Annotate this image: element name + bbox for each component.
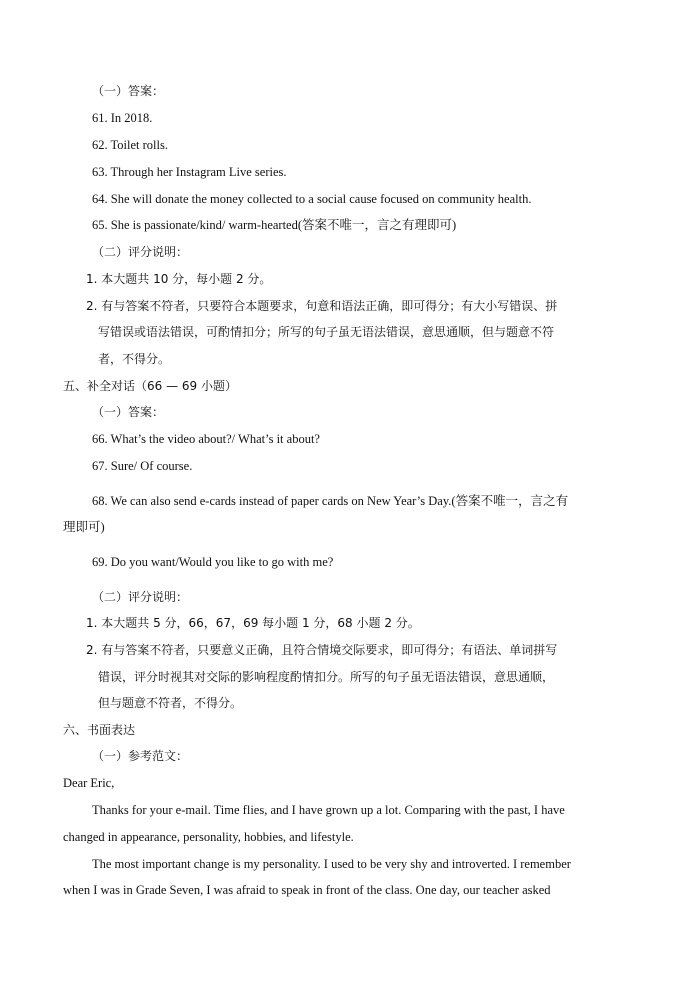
sec6-sample-heading: （一）参考范文： [92, 749, 189, 763]
sec4-scoring-2-line2: 写错误或语法错误，可酌情扣分；所写的句子虽无语法错误，意思通顺，但与题意不符 [98, 325, 555, 339]
answer-66: 66. What’s the video about?/ What’s it about? [92, 432, 320, 446]
answer-64: 64. She will donate the money collected to a social cause focused on community health. [92, 192, 532, 206]
letter-p2-line1: The most important change is my personality. I used to be very shy and introverted. I remember [92, 857, 571, 871]
sec4-answers-heading: （一）答案： [92, 84, 165, 98]
answer-69: 69. Do you want/Would you like to go with me? [92, 555, 334, 569]
answer-65: 65. She is passionate/kind/ warm-hearted(答案不唯一，言之有理即可) [92, 218, 457, 232]
answer-61: 61. In 2018. [92, 111, 153, 125]
sec4-scoring-1: 1. 本大题共 10 分，每小题 2 分。 [86, 272, 272, 286]
letter-p1-line2: changed in appearance, personality, hobbies, and lifestyle. [63, 830, 354, 844]
sec6-title: 六、书面表达 [63, 723, 136, 737]
sec4-scoring-2-line1: 2. 有与答案不符者，只要符合本题要求，句意和语法正确，即可得分；有大小写错误、拼 [86, 299, 558, 313]
sec4-scoring-2-line3: 者，不得分。 [98, 352, 171, 366]
answer-68-line2: 理即可) [63, 520, 105, 534]
sec5-title: 五、补全对话（66 — 69 小题） [63, 379, 237, 393]
answer-62: 62. Toilet rolls. [92, 138, 168, 152]
sec5-scoring-2-line1: 2. 有与答案不符者，只要意义正确，且符合情境交际要求，即可得分；有语法、单词拼写 [86, 643, 558, 657]
sec5-answers-heading: （一）答案： [92, 405, 165, 419]
letter-p1-line1: Thanks for your e-mail. Time flies, and I have grown up a lot. Comparing with the past, I have [92, 803, 565, 817]
letter-greeting: Dear Eric, [63, 776, 115, 790]
sec5-scoring-heading: （二）评分说明： [92, 590, 189, 604]
sec5-scoring-2-line3: 但与题意不符者，不得分。 [98, 696, 243, 710]
sec4-scoring-heading: （二）评分说明： [92, 245, 189, 259]
sec5-scoring-1: 1. 本大题共 5 分，66，67，69 每小题 1 分，68 小题 2 分。 [86, 616, 420, 630]
sec5-scoring-2-line2: 错误，评分时视其对交际的影响程度酌情扣分。所写的句子虽无语法错误，意思通顺， [98, 670, 555, 684]
answer-63: 63. Through her Instagram Live series. [92, 165, 287, 179]
answer-68-line1: 68. We can also send e-cards instead of paper cards on New Year’s Day.(答案不唯一，言之有 [92, 494, 569, 508]
answer-67: 67. Sure/ Of course. [92, 459, 193, 473]
letter-p2-line2: when I was in Grade Seven, I was afraid to speak in front of the class. One day, our teacher asked [63, 883, 551, 897]
